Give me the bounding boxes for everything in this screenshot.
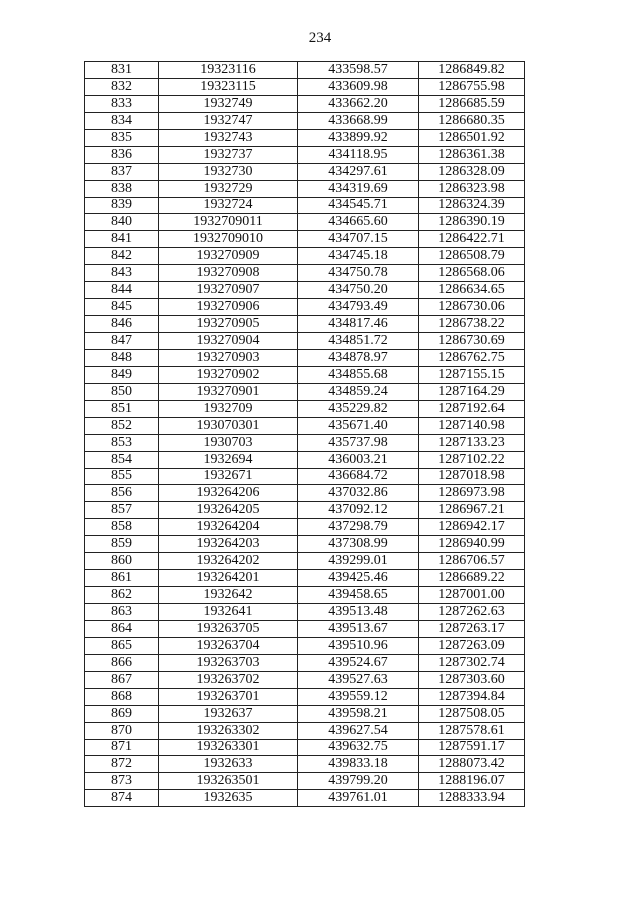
x-coordinate-cell: 439627.54 xyxy=(298,722,419,739)
x-coordinate-cell: 434297.61 xyxy=(298,163,419,180)
table-row xyxy=(85,265,525,282)
row-number-cell: 864 xyxy=(85,620,159,637)
x-coordinate-cell: 437298.79 xyxy=(298,519,419,536)
point-id-cell: 193263703 xyxy=(159,654,298,671)
y-coordinate-cell: 1287263.09 xyxy=(419,637,525,654)
row-number-cell: 855 xyxy=(85,468,159,485)
x-coordinate-cell: 439598.21 xyxy=(298,705,419,722)
x-coordinate-cell: 439510.96 xyxy=(298,637,419,654)
row-number-cell: 845 xyxy=(85,299,159,316)
point-id-cell: 193263701 xyxy=(159,688,298,705)
point-id-cell: 1932709010 xyxy=(159,231,298,248)
point-id-cell: 1932709 xyxy=(159,400,298,417)
row-number-cell: 869 xyxy=(85,705,159,722)
table-row xyxy=(85,620,525,637)
x-coordinate-cell: 435671.40 xyxy=(298,417,419,434)
x-coordinate-cell: 434878.97 xyxy=(298,349,419,366)
row-number-cell: 842 xyxy=(85,248,159,265)
row-number-cell: 872 xyxy=(85,756,159,773)
point-id-cell: 1932730 xyxy=(159,163,298,180)
table-row xyxy=(85,688,525,705)
point-id-cell: 193264202 xyxy=(159,553,298,570)
row-number-cell: 831 xyxy=(85,62,159,79)
row-number-cell: 841 xyxy=(85,231,159,248)
row-number-cell: 835 xyxy=(85,129,159,146)
x-coordinate-cell: 437032.86 xyxy=(298,485,419,502)
row-number-cell: 838 xyxy=(85,180,159,197)
x-coordinate-cell: 434118.95 xyxy=(298,146,419,163)
x-coordinate-cell: 437308.99 xyxy=(298,536,419,553)
table-row xyxy=(85,366,525,383)
y-coordinate-cell: 1287133.23 xyxy=(419,434,525,451)
table-row xyxy=(85,95,525,112)
table-row xyxy=(85,383,525,400)
point-id-cell: 1932635 xyxy=(159,790,298,807)
point-id-cell: 193270905 xyxy=(159,316,298,333)
x-coordinate-cell: 439559.12 xyxy=(298,688,419,705)
table-row xyxy=(85,163,525,180)
point-id-cell: 193270908 xyxy=(159,265,298,282)
y-coordinate-cell: 1287140.98 xyxy=(419,417,525,434)
point-id-cell: 193263705 xyxy=(159,620,298,637)
x-coordinate-cell: 435737.98 xyxy=(298,434,419,451)
x-coordinate-cell: 433899.92 xyxy=(298,129,419,146)
coordinates-table xyxy=(84,61,525,807)
row-number-cell: 837 xyxy=(85,163,159,180)
row-number-cell: 866 xyxy=(85,654,159,671)
row-number-cell: 854 xyxy=(85,451,159,468)
y-coordinate-cell: 1287192.64 xyxy=(419,400,525,417)
row-number-cell: 847 xyxy=(85,333,159,350)
x-coordinate-cell: 434750.20 xyxy=(298,282,419,299)
table-row xyxy=(85,214,525,231)
point-id-cell: 193264204 xyxy=(159,519,298,536)
row-number-cell: 856 xyxy=(85,485,159,502)
table-row xyxy=(85,705,525,722)
y-coordinate-cell: 1286849.82 xyxy=(419,62,525,79)
y-coordinate-cell: 1286634.65 xyxy=(419,282,525,299)
table-row xyxy=(85,553,525,570)
table-row xyxy=(85,62,525,79)
y-coordinate-cell: 1287262.63 xyxy=(419,604,525,621)
point-id-cell: 193070301 xyxy=(159,417,298,434)
y-coordinate-cell: 1287578.61 xyxy=(419,722,525,739)
point-id-cell: 193263704 xyxy=(159,637,298,654)
x-coordinate-cell: 434665.60 xyxy=(298,214,419,231)
y-coordinate-cell: 1286762.75 xyxy=(419,349,525,366)
row-number-cell: 860 xyxy=(85,553,159,570)
row-number-cell: 858 xyxy=(85,519,159,536)
point-id-cell: 19323115 xyxy=(159,78,298,95)
x-coordinate-cell: 439632.75 xyxy=(298,739,419,756)
row-number-cell: 848 xyxy=(85,349,159,366)
table-row xyxy=(85,78,525,95)
table-row xyxy=(85,231,525,248)
point-id-cell: 1932737 xyxy=(159,146,298,163)
row-number-cell: 871 xyxy=(85,739,159,756)
point-id-cell: 193270902 xyxy=(159,366,298,383)
point-id-cell: 193270904 xyxy=(159,333,298,350)
table-row xyxy=(85,112,525,129)
y-coordinate-cell: 1287394.84 xyxy=(419,688,525,705)
row-number-cell: 853 xyxy=(85,434,159,451)
table-row xyxy=(85,756,525,773)
x-coordinate-cell: 433598.57 xyxy=(298,62,419,79)
y-coordinate-cell: 1286940.99 xyxy=(419,536,525,553)
row-number-cell: 851 xyxy=(85,400,159,417)
row-number-cell: 867 xyxy=(85,671,159,688)
table-row xyxy=(85,654,525,671)
point-id-cell: 193263301 xyxy=(159,739,298,756)
point-id-cell: 1932729 xyxy=(159,180,298,197)
point-id-cell: 1932724 xyxy=(159,197,298,214)
point-id-cell: 1932749 xyxy=(159,95,298,112)
x-coordinate-cell: 439513.67 xyxy=(298,620,419,637)
y-coordinate-cell: 1286508.79 xyxy=(419,248,525,265)
point-id-cell: 1932637 xyxy=(159,705,298,722)
y-coordinate-cell: 1286730.69 xyxy=(419,333,525,350)
table-body xyxy=(85,62,525,807)
point-id-cell: 1932709011 xyxy=(159,214,298,231)
table-row xyxy=(85,536,525,553)
x-coordinate-cell: 436684.72 xyxy=(298,468,419,485)
y-coordinate-cell: 1287018.98 xyxy=(419,468,525,485)
row-number-cell: 868 xyxy=(85,688,159,705)
table-row xyxy=(85,519,525,536)
y-coordinate-cell: 1288333.94 xyxy=(419,790,525,807)
y-coordinate-cell: 1286680.35 xyxy=(419,112,525,129)
row-number-cell: 846 xyxy=(85,316,159,333)
table-row xyxy=(85,400,525,417)
y-coordinate-cell: 1288073.42 xyxy=(419,756,525,773)
y-coordinate-cell: 1286942.17 xyxy=(419,519,525,536)
row-number-cell: 863 xyxy=(85,604,159,621)
point-id-cell: 193263302 xyxy=(159,722,298,739)
y-coordinate-cell: 1286973.98 xyxy=(419,485,525,502)
y-coordinate-cell: 1287263.17 xyxy=(419,620,525,637)
point-id-cell: 193270901 xyxy=(159,383,298,400)
point-id-cell: 193270909 xyxy=(159,248,298,265)
x-coordinate-cell: 439761.01 xyxy=(298,790,419,807)
table-row xyxy=(85,790,525,807)
table-row xyxy=(85,468,525,485)
row-number-cell: 852 xyxy=(85,417,159,434)
row-number-cell: 839 xyxy=(85,197,159,214)
point-id-cell: 193264203 xyxy=(159,536,298,553)
x-coordinate-cell: 434793.49 xyxy=(298,299,419,316)
y-coordinate-cell: 1287303.60 xyxy=(419,671,525,688)
point-id-cell: 1932671 xyxy=(159,468,298,485)
point-id-cell: 19323116 xyxy=(159,62,298,79)
x-coordinate-cell: 439513.48 xyxy=(298,604,419,621)
x-coordinate-cell: 436003.21 xyxy=(298,451,419,468)
point-id-cell: 1932642 xyxy=(159,587,298,604)
table-row xyxy=(85,282,525,299)
table-row xyxy=(85,485,525,502)
x-coordinate-cell: 439425.46 xyxy=(298,570,419,587)
point-id-cell: 1932633 xyxy=(159,756,298,773)
point-id-cell: 1932743 xyxy=(159,129,298,146)
y-coordinate-cell: 1286738.22 xyxy=(419,316,525,333)
y-coordinate-cell: 1286328.09 xyxy=(419,163,525,180)
point-id-cell: 193270907 xyxy=(159,282,298,299)
table-row xyxy=(85,773,525,790)
y-coordinate-cell: 1286689.22 xyxy=(419,570,525,587)
y-coordinate-cell: 1286706.57 xyxy=(419,553,525,570)
table-row xyxy=(85,604,525,621)
y-coordinate-cell: 1287302.74 xyxy=(419,654,525,671)
y-coordinate-cell: 1286568.06 xyxy=(419,265,525,282)
x-coordinate-cell: 434817.46 xyxy=(298,316,419,333)
table-row xyxy=(85,434,525,451)
row-number-cell: 836 xyxy=(85,146,159,163)
y-coordinate-cell: 1287591.17 xyxy=(419,739,525,756)
point-id-cell: 193263702 xyxy=(159,671,298,688)
table-row xyxy=(85,671,525,688)
x-coordinate-cell: 434855.68 xyxy=(298,366,419,383)
row-number-cell: 844 xyxy=(85,282,159,299)
y-coordinate-cell: 1286685.59 xyxy=(419,95,525,112)
x-coordinate-cell: 433609.98 xyxy=(298,78,419,95)
x-coordinate-cell: 439527.63 xyxy=(298,671,419,688)
row-number-cell: 865 xyxy=(85,637,159,654)
row-number-cell: 870 xyxy=(85,722,159,739)
row-number-cell: 873 xyxy=(85,773,159,790)
point-id-cell: 193264201 xyxy=(159,570,298,587)
x-coordinate-cell: 439799.20 xyxy=(298,773,419,790)
y-coordinate-cell: 1286390.19 xyxy=(419,214,525,231)
x-coordinate-cell: 439524.67 xyxy=(298,654,419,671)
row-number-cell: 832 xyxy=(85,78,159,95)
table-row xyxy=(85,349,525,366)
row-number-cell: 834 xyxy=(85,112,159,129)
table-row xyxy=(85,637,525,654)
y-coordinate-cell: 1286324.39 xyxy=(419,197,525,214)
row-number-cell: 874 xyxy=(85,790,159,807)
point-id-cell: 1932694 xyxy=(159,451,298,468)
point-id-cell: 1930703 xyxy=(159,434,298,451)
y-coordinate-cell: 1286755.98 xyxy=(419,78,525,95)
row-number-cell: 840 xyxy=(85,214,159,231)
x-coordinate-cell: 434707.15 xyxy=(298,231,419,248)
x-coordinate-cell: 434750.78 xyxy=(298,265,419,282)
y-coordinate-cell: 1288196.07 xyxy=(419,773,525,790)
y-coordinate-cell: 1286967.21 xyxy=(419,502,525,519)
table-row xyxy=(85,146,525,163)
y-coordinate-cell: 1286501.92 xyxy=(419,129,525,146)
table-row xyxy=(85,722,525,739)
table-row xyxy=(85,587,525,604)
point-id-cell: 193264206 xyxy=(159,485,298,502)
y-coordinate-cell: 1286422.71 xyxy=(419,231,525,248)
page-number: 234 xyxy=(308,30,332,46)
x-coordinate-cell: 434745.18 xyxy=(298,248,419,265)
table-row xyxy=(85,197,525,214)
x-coordinate-cell: 439299.01 xyxy=(298,553,419,570)
x-coordinate-cell: 439458.65 xyxy=(298,587,419,604)
x-coordinate-cell: 437092.12 xyxy=(298,502,419,519)
x-coordinate-cell: 435229.82 xyxy=(298,400,419,417)
row-number-cell: 859 xyxy=(85,536,159,553)
row-number-cell: 850 xyxy=(85,383,159,400)
y-coordinate-cell: 1287102.22 xyxy=(419,451,525,468)
row-number-cell: 861 xyxy=(85,570,159,587)
x-coordinate-cell: 434319.69 xyxy=(298,180,419,197)
row-number-cell: 833 xyxy=(85,95,159,112)
y-coordinate-cell: 1287001.00 xyxy=(419,587,525,604)
x-coordinate-cell: 433668.99 xyxy=(298,112,419,129)
table-row xyxy=(85,739,525,756)
point-id-cell: 193263501 xyxy=(159,773,298,790)
table-row xyxy=(85,248,525,265)
table-row xyxy=(85,299,525,316)
x-coordinate-cell: 433662.20 xyxy=(298,95,419,112)
x-coordinate-cell: 434851.72 xyxy=(298,333,419,350)
y-coordinate-cell: 1286323.98 xyxy=(419,180,525,197)
point-id-cell: 1932747 xyxy=(159,112,298,129)
table-row xyxy=(85,333,525,350)
y-coordinate-cell: 1287508.05 xyxy=(419,705,525,722)
point-id-cell: 193264205 xyxy=(159,502,298,519)
table-row xyxy=(85,180,525,197)
point-id-cell: 193270906 xyxy=(159,299,298,316)
y-coordinate-cell: 1287155.15 xyxy=(419,366,525,383)
row-number-cell: 857 xyxy=(85,502,159,519)
x-coordinate-cell: 439833.18 xyxy=(298,756,419,773)
row-number-cell: 862 xyxy=(85,587,159,604)
table-row xyxy=(85,502,525,519)
point-id-cell: 1932641 xyxy=(159,604,298,621)
x-coordinate-cell: 434545.71 xyxy=(298,197,419,214)
row-number-cell: 849 xyxy=(85,366,159,383)
row-number-cell: 843 xyxy=(85,265,159,282)
table-row xyxy=(85,316,525,333)
table-row xyxy=(85,451,525,468)
y-coordinate-cell: 1286730.06 xyxy=(419,299,525,316)
table-row xyxy=(85,570,525,587)
table-row xyxy=(85,417,525,434)
y-coordinate-cell: 1286361.38 xyxy=(419,146,525,163)
table-row xyxy=(85,129,525,146)
point-id-cell: 193270903 xyxy=(159,349,298,366)
x-coordinate-cell: 434859.24 xyxy=(298,383,419,400)
y-coordinate-cell: 1287164.29 xyxy=(419,383,525,400)
